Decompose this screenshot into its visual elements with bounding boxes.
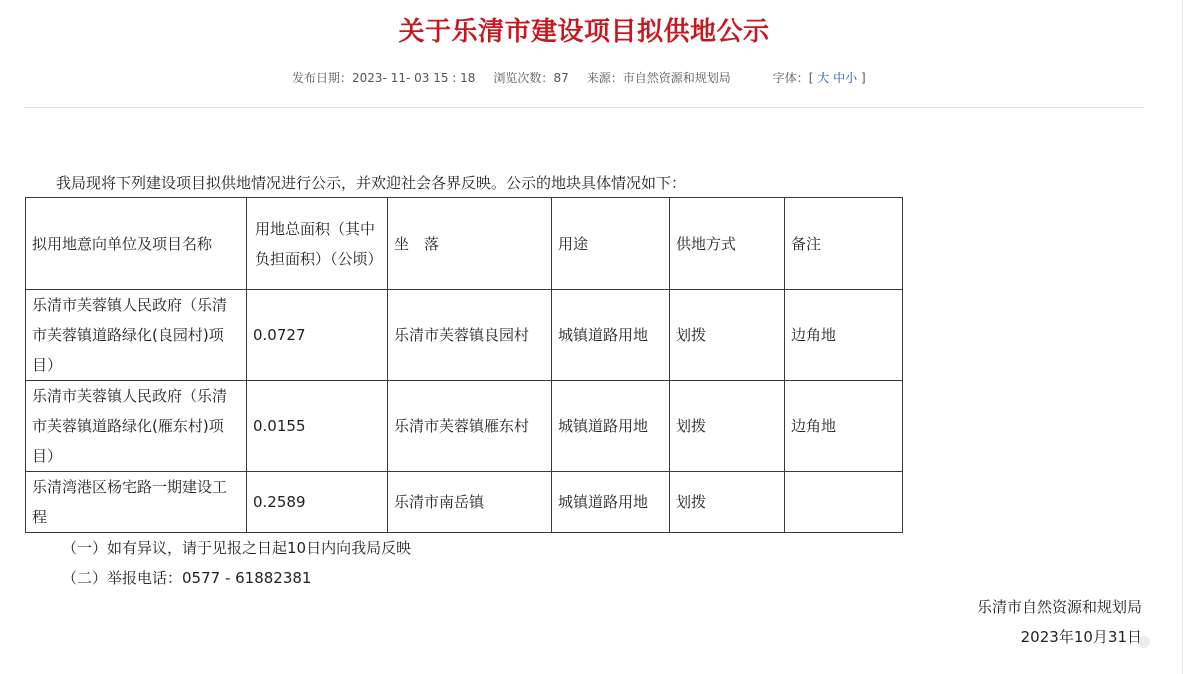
cell-use: 城镇道路用地 — [552, 381, 670, 472]
col-header-area: 用地总面积（其中负担面积）（公顷） — [247, 198, 388, 290]
col-header-project: 拟用地意向单位及项目名称 — [26, 198, 247, 290]
cell-remarks: 边角地 — [785, 290, 903, 381]
window-edge — [1182, 0, 1183, 674]
font-bracket-open: [ — [808, 71, 814, 85]
publish-date: 2023- 11- 03 15 : 18 — [352, 71, 476, 85]
signature-org: 乐清市自然资源和规划局 — [976, 598, 1142, 616]
cell-use: 城镇道路用地 — [552, 290, 670, 381]
source-label: 来源： — [586, 71, 623, 85]
page-title: 关于乐清市建设项目拟供地公示 — [398, 17, 770, 47]
col-header-remarks: 备注 — [785, 198, 903, 290]
view-count: 87 — [553, 71, 569, 85]
cell-area: 0.0155 — [247, 381, 388, 472]
article-meta — [292, 70, 866, 86]
font-size-medium-link[interactable]: 中 — [833, 71, 846, 85]
source-name: 市自然资源和规划局 — [622, 71, 731, 85]
cell-location: 乐清市芙蓉镇雁东村 — [388, 381, 552, 472]
table-header-row — [26, 198, 903, 290]
table-row — [26, 290, 903, 381]
cell-use: 城镇道路用地 — [552, 472, 670, 533]
cell-remarks — [785, 472, 903, 533]
font-size-small-link[interactable]: 小 — [845, 71, 858, 85]
cell-area: 0.2589 — [247, 472, 388, 533]
cell-remarks: 边角地 — [785, 381, 903, 472]
publish-date-label: 发布日期： — [292, 71, 353, 85]
land-supply-table — [25, 197, 903, 533]
cell-supply-method: 划拨 — [670, 381, 785, 472]
intro-paragraph: 我局现将下列建设项目拟供地情况进行公示，并欢迎社会各界反映。公示的地块具体情况如下： — [56, 174, 687, 192]
font-size-label: 字体： — [772, 71, 809, 85]
cell-location: 乐清市南岳镇 — [388, 472, 552, 533]
col-header-use: 用途 — [552, 198, 670, 290]
cell-supply-method: 划拨 — [670, 472, 785, 533]
hotline-note: （二）举报电话：0577 - 61882381 — [62, 569, 312, 587]
table-row — [26, 381, 903, 472]
cell-area: 0.0727 — [247, 290, 388, 381]
table-row — [26, 472, 903, 533]
cell-project: 乐清湾港区杨宅路一期建设工程 — [26, 472, 247, 533]
col-header-supply-method: 供地方式 — [670, 198, 785, 290]
watermark-icon — [1138, 636, 1150, 648]
header-divider — [24, 107, 1144, 108]
cell-project: 乐清市芙蓉镇人民政府（乐清市芙蓉镇道路绿化(良园村)项目） — [26, 290, 247, 381]
objection-note: （一）如有异议，请于见报之日起10日内向我局反映 — [62, 539, 412, 557]
col-header-location: 坐 落 — [388, 198, 552, 290]
cell-location: 乐清市芙蓉镇良园村 — [388, 290, 552, 381]
cell-supply-method: 划拨 — [670, 290, 785, 381]
cell-project: 乐清市芙蓉镇人民政府（乐清市芙蓉镇道路绿化(雁东村)项目） — [26, 381, 247, 472]
signature-date: 2023年10月31日 — [1020, 628, 1142, 646]
font-size-large-link[interactable]: 大 — [817, 71, 830, 85]
views-label: 浏览次数： — [493, 71, 554, 85]
font-bracket-close: ] — [860, 71, 866, 85]
